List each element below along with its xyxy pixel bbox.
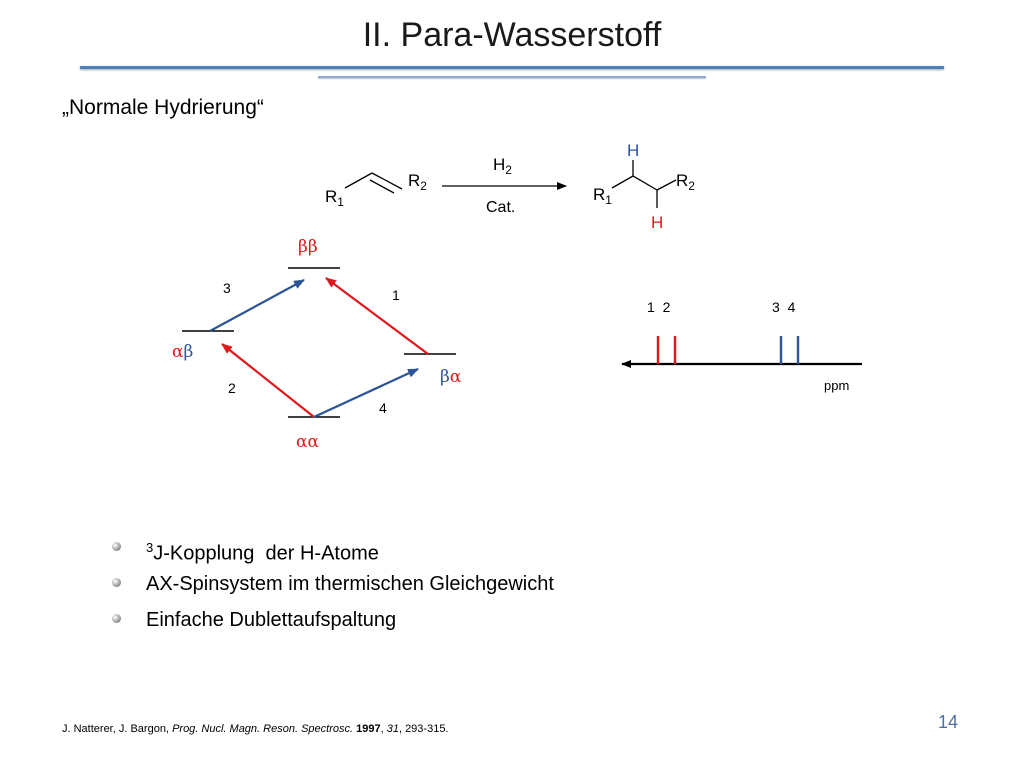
transition-2-arrow [222, 344, 314, 417]
reactant-alkene [325, 171, 427, 209]
product-r2-label: $R_2$ [676, 171, 695, 193]
transition-2-label: 2 [228, 380, 236, 396]
bullet-icon [112, 614, 121, 623]
catalyst-label: Cat. [486, 199, 516, 216]
reaction-scheme [325, 141, 695, 232]
state-label-bb: ββ [298, 237, 318, 257]
reactant-r2-label: $R_2$ [408, 171, 427, 193]
product-r1-label: $R_1$ [593, 185, 612, 207]
reagent-h2-label: $H_2$ [493, 155, 512, 177]
transition-4-label: 4 [379, 400, 387, 416]
transition-4-arrow [314, 369, 418, 417]
product-h-bottom-label: H [651, 213, 664, 232]
state-label-ba: βα [440, 367, 462, 387]
page-number: 14 [937, 712, 958, 732]
peak-labels-3-4: 3 4 [772, 299, 796, 315]
peak-labels-1-2: 1 2 [647, 299, 671, 315]
bullet-item: $^3$J-Kopplung der H-Atome [110, 530, 554, 566]
energy-level-diagram [172, 237, 462, 452]
transition-1-arrow [326, 278, 428, 354]
product-alkane [593, 141, 695, 232]
literature-reference: J. Natterer, J. Bargon, Prog. Nucl. Magn. Reson. Spectrosc. 1997, 31, 293-315. [62, 723, 449, 735]
product-h-top-label: H [627, 141, 640, 160]
nmr-spectrum [622, 299, 862, 393]
reaction-arrow [442, 155, 566, 216]
state-label-ab: αβ [172, 342, 194, 362]
bullet-item: AX-Spinsystem im thermischen Gleichgewicht [110, 566, 554, 602]
reactant-r1-label: $R_1$ [325, 187, 344, 209]
bullet-list [110, 530, 554, 638]
bullet-icon [112, 542, 121, 551]
transition-1-label: 1 [392, 287, 400, 303]
bullet-item: Einfache Dublettaufspaltung [110, 602, 554, 638]
slide-title: II. Para-Wasserstoff [362, 16, 662, 54]
section-subtitle: „Normale Hydrierung“ [62, 96, 264, 119]
transition-3-label: 3 [223, 280, 231, 296]
state-label-aa: αα [296, 432, 319, 452]
ppm-axis-label: ppm [824, 378, 850, 393]
bullet-icon [112, 578, 121, 587]
